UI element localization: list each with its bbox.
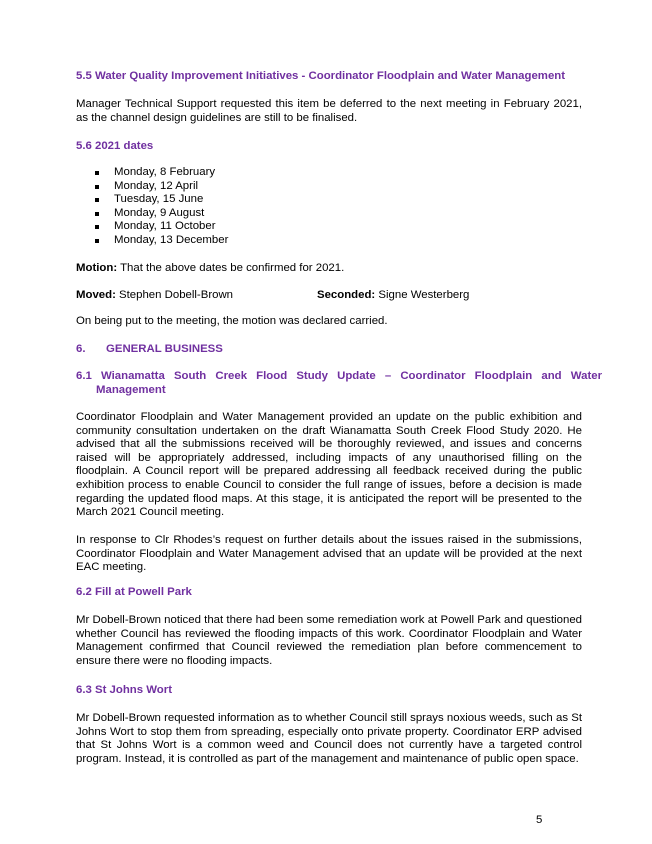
section-6-1-heading: 6.1 Wianamatta South Creek Flood Study Update – Coordinator Floodplain and Water Management xyxy=(76,370,602,396)
list-item: Monday, 13 December xyxy=(76,234,228,248)
section-6-2-heading: 6.2 Fill at Powell Park xyxy=(76,586,192,598)
seconded-name: Signe Westerberg xyxy=(375,289,470,301)
section-6-heading xyxy=(76,343,582,357)
list-item: Monday, 9 August xyxy=(76,207,228,221)
section-6-title: GENERAL BUSINESS xyxy=(106,343,223,355)
list-item: Monday, 8 February xyxy=(76,166,228,180)
moved-label: Moved: xyxy=(76,289,116,301)
section-5-6-heading: 5.6 2021 dates xyxy=(76,140,154,152)
section-6-3-heading: 6.3 St Johns Wort xyxy=(76,684,172,696)
motion-text: That the above dates be confirmed for 2021. xyxy=(117,262,345,274)
section-5-5-heading: 5.5 Water Quality Improvement Initiatives - Coordinator Floodplain and Water Management xyxy=(76,70,566,82)
moved-field xyxy=(76,289,233,303)
motion-label: Motion: xyxy=(76,262,118,274)
seconded-field xyxy=(317,289,469,303)
motion-outcome: On being put to the meeting, the motion was declared carried. xyxy=(76,315,388,327)
section-6-2-paragraph: Mr Dobell-Brown noticed that there had been some remediation work at Powell Park and questioned whether Council has reviewed the flooding impacts of this work. Coordinator Floodplain and Water Management confirmed that Council reviewed the remediation plan before commencement to ensure there were no flooding impacts. xyxy=(76,614,582,667)
list-item: Monday, 11 October xyxy=(76,220,228,234)
section-6-number: 6. xyxy=(76,343,86,355)
seconded-label: Seconded: xyxy=(317,289,376,301)
dates-list xyxy=(76,166,228,248)
section-6-3-paragraph: Mr Dobell-Brown requested information as to whether Council still sprays noxious weeds, such as St Johns Wort to stop them from spreading, especially onto private property. Coordinator ERP advised that St Johns Wort is a common weed and Council does not currently have a targeted control program. Instead, it is controlled as part of the management and maintenance of public open space. xyxy=(76,712,582,765)
section-6-1-paragraph-2: In response to Clr Rhodes’s request on further details about the issues raised in the submissions, Coordinator Floodplain and Water Management advised that an update will be provided at the next EAC meeting. xyxy=(76,534,582,574)
section-6-1-paragraph-1: Coordinator Floodplain and Water Management provided an update on the public exhibition and community consultation undertaken on the draft Wianamatta South Creek Flood Study 2020. He advised that all the submissions received will be thoroughly reviewed, and issues and concerns raised will be appropriately addressed, including impacts of any unauthorised filling on the floodplain. A Council report will be prepared addressing all feedback received during the public exhibition process to enable Council to consider the full range of issues, before a decision is made regarding the updated flood maps. At this stage, it is anticipated the report will be presented to the March 2021 Council meeting. xyxy=(76,411,582,519)
motion-line xyxy=(76,262,582,276)
moved-name: Stephen Dobell-Brown xyxy=(115,289,234,301)
section-5-5-paragraph: Manager Technical Support requested this item be deferred to the next meeting in February 2021, as the channel design guidelines are still to be finalised. xyxy=(76,98,582,124)
list-item: Tuesday, 15 June xyxy=(76,193,228,207)
list-item: Monday, 12 April xyxy=(76,180,228,194)
page-number: 5 xyxy=(536,814,543,826)
